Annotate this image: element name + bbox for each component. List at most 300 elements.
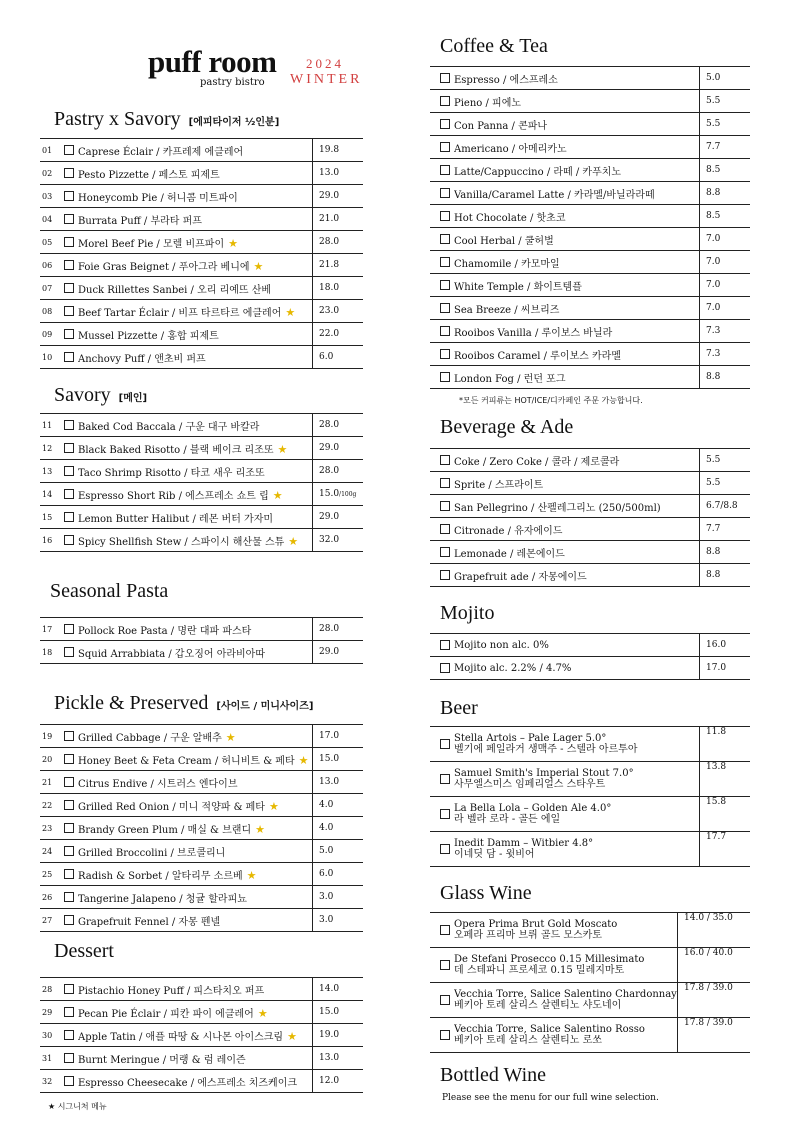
- order-cell: [440, 541, 454, 564]
- order-checkbox[interactable]: [64, 168, 74, 178]
- order-cell: [440, 983, 454, 1018]
- order-checkbox[interactable]: [64, 512, 74, 522]
- item-name: Pollock Roe Pasta / 명란 대파 파스타: [78, 625, 252, 637]
- order-checkbox[interactable]: [64, 846, 74, 856]
- item-name: Anchovy Puff / 앤초비 퍼프: [78, 353, 206, 365]
- price-unit: /100g: [339, 491, 357, 498]
- price-value: 13.0: [319, 168, 340, 178]
- order-cell: [64, 748, 78, 771]
- item-name: Mojito non alc. 0%: [454, 639, 549, 651]
- menu-item-row: [430, 366, 750, 389]
- order-checkbox[interactable]: [64, 214, 74, 224]
- order-checkbox[interactable]: [440, 995, 450, 1005]
- price-value: 21.8: [319, 260, 340, 270]
- item-name: Duck Rillettes Sanbei / 오리 리예뜨 산베: [78, 284, 272, 296]
- row-spacer: [430, 297, 440, 320]
- order-checkbox[interactable]: [64, 283, 74, 293]
- price-value: 23.0: [319, 306, 340, 316]
- item-name: Honeycomb Pie / 허니콤 미트파이: [78, 192, 238, 204]
- order-checkbox[interactable]: [440, 188, 450, 198]
- order-checkbox[interactable]: [64, 892, 74, 902]
- price-value: 5.0: [706, 73, 721, 83]
- menu-item-row: [40, 483, 363, 506]
- order-checkbox[interactable]: [440, 501, 450, 511]
- row-spacer: [430, 366, 440, 389]
- order-checkbox[interactable]: [64, 915, 74, 925]
- section-title-pickle: Pickle & Preserved [사이드 / 미니사이즈]: [54, 692, 314, 714]
- item-price: [700, 228, 751, 251]
- coffee-table: [430, 66, 750, 389]
- item-name: Hot Chocolate / 핫초코: [454, 212, 566, 224]
- coffee-note: *모든 커피류는 HOT/ICE/디카페인 주문 가능합니다.: [459, 396, 643, 405]
- item-name: Coke / Zero Coke / 콜라 / 제로콜라: [454, 456, 620, 468]
- price-value: 4.0: [319, 823, 334, 833]
- menu-item-row: [40, 1070, 363, 1093]
- item-price: [700, 657, 751, 680]
- order-cell: [64, 483, 78, 506]
- item-number: 18: [40, 641, 64, 664]
- item-price: [313, 909, 364, 932]
- price-value: 16.0 / 40.0: [684, 948, 733, 958]
- order-cell: [440, 1018, 454, 1053]
- item-name: Samuel Smith's Imperial Stout 7.0°: [454, 768, 634, 779]
- item-price: [313, 1001, 364, 1024]
- order-checkbox[interactable]: [440, 119, 450, 129]
- item-price: [313, 483, 364, 506]
- order-checkbox[interactable]: [440, 234, 450, 244]
- item-price: [313, 748, 364, 771]
- item-name-cell: [454, 762, 700, 797]
- item-name-cell: [454, 983, 678, 1018]
- section-title-savory: Savory [메인]: [54, 384, 148, 406]
- item-price: [313, 794, 364, 817]
- item-number: 22: [40, 794, 64, 817]
- menu-item-row: [40, 978, 363, 1001]
- item-name: Black Baked Risotto / 블랙 베이크 리조또 ★: [78, 442, 288, 456]
- order-checkbox[interactable]: [64, 420, 74, 430]
- item-number: 05: [40, 231, 64, 254]
- order-cell: [440, 251, 454, 274]
- price-value: 13.0: [319, 777, 340, 787]
- item-number: 26: [40, 886, 64, 909]
- price-value: 17.8 / 39.0: [684, 983, 733, 993]
- order-checkbox[interactable]: [64, 489, 74, 499]
- item-name: Spicy Shellfish Stew / 스파이시 해산물 스튜 ★: [78, 534, 299, 548]
- brand-tagline: pastry bistro: [200, 77, 265, 88]
- order-checkbox[interactable]: [64, 754, 74, 764]
- order-cell: [64, 414, 78, 437]
- row-spacer: [430, 182, 440, 205]
- order-cell: [64, 162, 78, 185]
- item-price: [313, 863, 364, 886]
- row-spacer: [430, 228, 440, 251]
- item-subtitle: 오페라 프리마 브뤼 골드 모스카토: [454, 930, 602, 941]
- price-value: 5.5: [706, 119, 721, 129]
- item-price: [700, 136, 751, 159]
- signature-star-icon: ★: [285, 305, 296, 319]
- order-cell: [64, 641, 78, 664]
- order-checkbox[interactable]: [64, 237, 74, 247]
- item-price: [313, 139, 364, 162]
- order-checkbox[interactable]: [440, 372, 450, 382]
- brand-logo: [148, 44, 388, 94]
- item-name: Citrus Endive / 시트러스 엔다이브: [78, 778, 238, 790]
- item-name-cell: [78, 1047, 313, 1070]
- order-cell: [64, 254, 78, 277]
- order-cell: [440, 832, 454, 867]
- order-cell: [64, 863, 78, 886]
- item-price: [313, 817, 364, 840]
- order-checkbox[interactable]: [64, 352, 74, 362]
- item-name: Cool Herbal / 쿨허벌: [454, 235, 554, 247]
- menu-item-row: [40, 725, 363, 748]
- menu-item-row: [40, 1001, 363, 1024]
- beer-table: [430, 726, 750, 867]
- menu-item-row: [40, 863, 363, 886]
- item-subtitle: 벨기에 페일라거 생맥주 - 스텔라 아르투아: [454, 744, 638, 755]
- item-name-cell: [78, 1024, 313, 1047]
- menu-item-row: [430, 541, 750, 564]
- row-spacer: [430, 113, 440, 136]
- menu-item-row: [430, 136, 750, 159]
- order-checkbox[interactable]: [440, 570, 450, 580]
- section-title-coffee: Coffee & Tea: [440, 35, 548, 57]
- menu-item-row: [430, 495, 750, 518]
- item-name-cell: [454, 297, 700, 320]
- menu-item-row: [430, 67, 750, 90]
- section-title-dessert: Dessert: [54, 940, 114, 962]
- order-checkbox[interactable]: [440, 663, 450, 673]
- menu-item-row: [40, 840, 363, 863]
- order-checkbox[interactable]: [440, 478, 450, 488]
- item-number: 24: [40, 840, 64, 863]
- pastry-table: [40, 138, 363, 369]
- item-name-cell: [78, 460, 313, 483]
- item-price: [313, 460, 364, 483]
- order-checkbox[interactable]: [440, 165, 450, 175]
- item-name: Lemon Butter Halibut / 레몬 버터 가자미: [78, 513, 274, 525]
- item-number: 19: [40, 725, 64, 748]
- order-checkbox[interactable]: [64, 1053, 74, 1063]
- order-checkbox[interactable]: [64, 1076, 74, 1086]
- price-value: 7.0: [706, 257, 721, 267]
- order-checkbox[interactable]: [64, 869, 74, 879]
- order-checkbox[interactable]: [440, 257, 450, 267]
- item-name-cell: [78, 641, 313, 664]
- signature-star-icon: ★: [257, 1006, 268, 1020]
- section-title-mojito: Mojito: [440, 602, 495, 624]
- price-value: 29.0: [319, 647, 340, 657]
- item-name: Grapefruit ade / 자몽에이드: [454, 571, 587, 583]
- item-name-cell: [78, 139, 313, 162]
- menu-item-row: [40, 254, 363, 277]
- order-checkbox[interactable]: [440, 640, 450, 650]
- item-name: London Fog / 런던 포그: [454, 373, 566, 385]
- signature-star-icon: ★: [277, 442, 288, 456]
- item-price: [313, 886, 364, 909]
- item-name: Burrata Puff / 부라타 퍼프: [78, 215, 202, 227]
- order-checkbox[interactable]: [64, 191, 74, 201]
- price-value: 17.7: [706, 832, 727, 842]
- order-checkbox[interactable]: [440, 960, 450, 970]
- item-number: 20: [40, 748, 64, 771]
- order-checkbox[interactable]: [440, 303, 450, 313]
- order-checkbox[interactable]: [440, 1030, 450, 1040]
- item-name: Rooibos Caramel / 루이보스 카라멜: [454, 350, 621, 362]
- item-price: [313, 529, 364, 552]
- order-checkbox[interactable]: [440, 844, 450, 854]
- order-checkbox[interactable]: [64, 647, 74, 657]
- price-value: 7.0: [706, 234, 721, 244]
- item-price: [700, 274, 751, 297]
- order-checkbox[interactable]: [64, 800, 74, 810]
- item-name-cell: [78, 300, 313, 323]
- order-checkbox[interactable]: [440, 326, 450, 336]
- item-name: Squid Arrabbiata / 갑오징어 아라비아따: [78, 648, 266, 660]
- item-price: [313, 208, 364, 231]
- item-name: Pistachio Honey Puff / 피스타치오 퍼프: [78, 985, 265, 997]
- item-name-cell: [454, 564, 700, 587]
- item-number: 06: [40, 254, 64, 277]
- item-name-cell: [78, 1001, 313, 1024]
- price-value: 17.0: [319, 731, 340, 741]
- item-name: Sea Breeze / 씨브리즈: [454, 304, 560, 316]
- item-price: [700, 564, 751, 587]
- order-checkbox[interactable]: [64, 624, 74, 634]
- item-name: Morel Beef Pie / 모렐 비프파이 ★: [78, 236, 238, 250]
- order-checkbox[interactable]: [64, 306, 74, 316]
- order-checkbox[interactable]: [440, 349, 450, 359]
- item-price: [313, 618, 364, 641]
- order-checkbox[interactable]: [440, 547, 450, 557]
- order-cell: [440, 518, 454, 541]
- order-cell: [64, 185, 78, 208]
- order-cell: [64, 529, 78, 552]
- order-cell: [64, 794, 78, 817]
- item-number: 28: [40, 978, 64, 1001]
- signature-star-icon: ★: [255, 822, 265, 836]
- menu-item-row: [430, 1018, 750, 1053]
- order-checkbox[interactable]: [64, 260, 74, 270]
- item-name-cell: [78, 506, 313, 529]
- section-title-pasta: Seasonal Pasta: [50, 580, 169, 602]
- order-cell: [440, 948, 454, 983]
- item-number: 31: [40, 1047, 64, 1070]
- price-value: 6.7/8.8: [706, 501, 738, 511]
- order-checkbox[interactable]: [64, 1030, 74, 1040]
- order-checkbox[interactable]: [64, 984, 74, 994]
- order-cell: [64, 771, 78, 794]
- order-cell: [64, 817, 78, 840]
- menu-item-row: [40, 323, 363, 346]
- order-checkbox[interactable]: [64, 731, 74, 741]
- menu-item-row: [40, 460, 363, 483]
- item-name: Vecchia Torre, Salice Salentino Rosso: [454, 1024, 645, 1035]
- row-spacer: [430, 518, 440, 541]
- item-number: 09: [40, 323, 64, 346]
- item-name-cell: [78, 346, 313, 369]
- item-subtitle: 데 스테파니 프로세코 0.15 밀레지마토: [454, 965, 625, 976]
- price-value: 28.0: [319, 420, 340, 430]
- row-spacer: [430, 657, 440, 680]
- price-value: 29.0: [319, 443, 340, 453]
- order-checkbox[interactable]: [440, 524, 450, 534]
- row-spacer: [430, 634, 440, 657]
- menu-item-row: [40, 139, 363, 162]
- row-spacer: [430, 983, 440, 1018]
- item-number: 14: [40, 483, 64, 506]
- item-name: Chamomile / 카모마일: [454, 258, 560, 270]
- item-name: Honey Beet & Feta Cream / 허니비트 & 페타 ★: [78, 753, 309, 767]
- item-name-cell: [454, 228, 700, 251]
- item-name: Baked Cod Baccala / 구운 대구 바칼라: [78, 421, 260, 433]
- item-name-cell: [454, 274, 700, 297]
- order-checkbox[interactable]: [64, 777, 74, 787]
- item-name: Latte/Cappuccino / 라떼 / 카푸치노: [454, 166, 622, 178]
- price-value: 7.0: [706, 280, 721, 290]
- item-number: 21: [40, 771, 64, 794]
- order-checkbox[interactable]: [64, 1007, 74, 1017]
- order-checkbox[interactable]: [440, 455, 450, 465]
- item-name-cell: [454, 1018, 678, 1053]
- item-name: Brandy Green Plum / 매실 & 브랜디 ★: [78, 822, 265, 836]
- menu-item-row: [40, 300, 363, 323]
- order-cell: [64, 886, 78, 909]
- item-name: Radish & Sorbet / 알타리무 소르베 ★: [78, 868, 257, 882]
- item-name: Opera Prima Brut Gold Moscato: [454, 919, 618, 930]
- item-name-cell: [454, 472, 700, 495]
- order-checkbox[interactable]: [440, 809, 450, 819]
- item-price: [313, 437, 364, 460]
- price-value: 21.0: [319, 214, 340, 224]
- item-name-cell: [454, 727, 700, 762]
- signature-star-icon: ★: [253, 259, 264, 273]
- item-name-cell: [454, 343, 700, 366]
- order-cell: [440, 159, 454, 182]
- order-checkbox[interactable]: [64, 466, 74, 476]
- row-spacer: [430, 762, 440, 797]
- menu-item-row: [40, 437, 363, 460]
- price-value: 19.8: [319, 145, 340, 155]
- order-checkbox[interactable]: [64, 145, 74, 155]
- order-checkbox[interactable]: [440, 211, 450, 221]
- price-value: 15.8: [706, 797, 727, 807]
- order-checkbox[interactable]: [64, 535, 74, 545]
- item-number: 10: [40, 346, 64, 369]
- order-cell: [64, 346, 78, 369]
- item-price: [700, 67, 751, 90]
- item-price: [313, 506, 364, 529]
- price-value: 13.8: [706, 762, 727, 772]
- item-price: [700, 472, 751, 495]
- price-value: 15.0: [319, 1007, 340, 1017]
- item-name: Grilled Cabbage / 구운 알배추 ★: [78, 730, 236, 744]
- item-name-cell: [454, 797, 700, 832]
- price-value: 13.0: [319, 1053, 340, 1063]
- menu-item-row: [430, 159, 750, 182]
- signature-star-icon: ★: [228, 236, 238, 250]
- price-value: 4.0: [319, 800, 334, 810]
- order-cell: [64, 909, 78, 932]
- menu-item-row: [40, 618, 363, 641]
- item-name: Vecchia Torre, Salice Salentino Chardonnay: [454, 989, 677, 1000]
- item-name-cell: [78, 231, 313, 254]
- item-price: [313, 414, 364, 437]
- order-checkbox[interactable]: [440, 73, 450, 83]
- order-cell: [440, 67, 454, 90]
- item-price: [313, 840, 364, 863]
- item-name: Con Panna / 콘파나: [454, 120, 548, 132]
- item-name-cell: [78, 863, 313, 886]
- menu-item-row: [40, 886, 363, 909]
- menu-item-row: [430, 762, 750, 797]
- signature-star-icon: ★: [268, 799, 279, 813]
- order-checkbox[interactable]: [440, 142, 450, 152]
- row-spacer: [430, 136, 440, 159]
- order-cell: [440, 762, 454, 797]
- item-name-cell: [454, 67, 700, 90]
- menu-item-row: [40, 1024, 363, 1047]
- order-checkbox[interactable]: [440, 280, 450, 290]
- menu-item-row: [40, 414, 363, 437]
- item-price: [700, 541, 751, 564]
- price-value: 17.8 / 39.0: [684, 1018, 733, 1028]
- price-value: 15.0: [319, 754, 340, 764]
- order-cell: [64, 300, 78, 323]
- menu-item-row: [430, 832, 750, 867]
- order-cell: [64, 139, 78, 162]
- order-checkbox[interactable]: [440, 739, 450, 749]
- menu-item-row: [430, 320, 750, 343]
- item-price: [700, 205, 751, 228]
- signature-star-icon: ★: [246, 868, 257, 882]
- item-name-cell: [454, 657, 700, 680]
- order-checkbox[interactable]: [440, 774, 450, 784]
- price-value: 7.3: [706, 326, 721, 336]
- item-number: 27: [40, 909, 64, 932]
- item-price: [313, 1047, 364, 1070]
- item-price: [700, 449, 751, 472]
- item-price: [313, 725, 364, 748]
- row-spacer: [430, 832, 440, 867]
- item-number: 17: [40, 618, 64, 641]
- item-subtitle: 사무엘스미스 임페리얼스 스타우트: [454, 779, 606, 790]
- item-name: Espresso Short Rib / 에스프레소 쇼트 립 ★: [78, 488, 283, 502]
- order-checkbox[interactable]: [64, 823, 74, 833]
- item-price: [700, 159, 751, 182]
- menu-item-row: [430, 948, 750, 983]
- order-checkbox[interactable]: [440, 96, 450, 106]
- signature-star-icon: ★: [287, 1029, 297, 1043]
- order-cell: [64, 618, 78, 641]
- section-title-glass: Glass Wine: [440, 882, 532, 904]
- item-number: 12: [40, 437, 64, 460]
- order-cell: [64, 1024, 78, 1047]
- order-checkbox[interactable]: [64, 329, 74, 339]
- pickle-table: [40, 724, 363, 932]
- order-checkbox[interactable]: [64, 443, 74, 453]
- item-price: [678, 983, 751, 1018]
- signature-star-icon: ★: [225, 730, 236, 744]
- menu-item-row: [430, 983, 750, 1018]
- order-checkbox[interactable]: [440, 925, 450, 935]
- order-cell: [64, 840, 78, 863]
- item-name-cell: [454, 913, 678, 948]
- price-value: 14.0: [319, 984, 340, 994]
- item-price: [313, 323, 364, 346]
- menu-item-row: [40, 277, 363, 300]
- row-spacer: [430, 205, 440, 228]
